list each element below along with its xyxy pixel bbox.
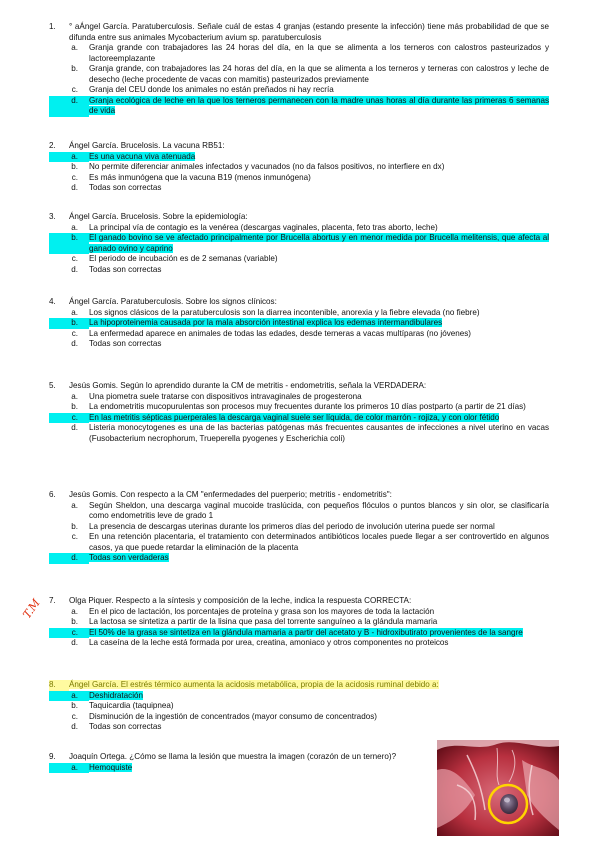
option-letter: a. [71,391,78,401]
question-number: 4. [49,297,56,306]
question-number: 3. [49,212,56,221]
option-letter: c. [71,172,78,182]
question-text: Ángel García. El estrés térmico aumenta la acidosis metabólica, propia de la acidosis ruminal debido a: [69,680,439,689]
option-b[interactable] [49,64,549,85]
option-a[interactable] [49,308,549,319]
option-text: Todas son correctas [89,722,162,731]
option-letter: a. [49,763,89,774]
question-number: 9. [49,752,56,761]
option-letter: c. [71,532,78,541]
option-letter: b. [71,617,78,626]
option-a-correct[interactable] [49,152,549,163]
question-4 [49,297,549,350]
question-9 [49,752,429,773]
option-letter: b. [71,64,78,73]
option-c[interactable] [49,254,549,265]
option-c[interactable] [49,712,549,723]
option-text: La hipoproteinemia causada por la mala absorción intestinal explica los edemas intermandibulares [89,318,443,327]
option-letter: b. [71,162,78,171]
option-text: No permite diferenciar animales infectados y vacunados (no da falsos positivos, no interfiere en dx) [89,162,445,171]
question-text: Olga Piquer. Respecto a la síntesis y composición de la leche, indica la respuesta CORRECTA: [69,596,412,605]
option-text: Granja grande, con trabajadores las 24 horas del día, en la que se alimenta a los terneros y terneras con calostros y leche de desecho (leche procedente de vacas con mamitis) pasteurizados previamente [89,64,549,84]
option-letter: d. [71,339,78,348]
option-text: Deshidratación [89,690,143,700]
option-text: La principal vía de contagio es la venérea (descargas vaginales, placenta, feto tras aborto, leche) [89,222,438,232]
option-letter: b. [71,402,78,411]
option-letter: d. [71,638,78,647]
option-letter: a. [49,691,89,702]
heart-photo-illustration [437,740,559,836]
option-c-correct[interactable] [49,628,549,639]
option-text: La endometritis mucopurulentas son procesos muy frecuentes durante los primeros 10 días postparto (a partir de 21 días) [89,402,526,411]
option-letter: c. [49,628,89,639]
option-text: Todas son correctas [89,339,162,348]
option-text: Según Sheldon, una descarga vaginal mucoide traslúcida, con pequeños flóculos o puntos blancos y sin olor, se clasificaría como endometritis leve de grado 1 [89,500,549,520]
option-letter: a. [71,222,78,232]
question-number: 6. [49,490,56,499]
question-text: Jesús Gomis. Con respecto a la CM "enfermedades del puerperio; metritis - endometritis": [69,490,392,499]
option-letter: c. [71,254,78,263]
question-6 [49,490,549,564]
option-letter: a. [71,43,78,52]
option-text: Listeria monocytogenes es una de las bacterias patógenas más frecuentes causantes de infecciones a nivel uterino en vacas (Fusobacterium necrophorum, Trueperella pyogenes y Escherichia coli) [89,423,549,443]
question-number: 8. [49,680,69,691]
option-letter: d. [71,722,78,731]
option-letter: a. [71,500,78,510]
option-a[interactable] [49,607,549,618]
option-text: Disminución de la ingestión de concentrados (mayor consumo de concentrados) [89,711,377,721]
option-text: La presencia de descargas uterinas durante los primeros días del periodo de involución uterina puede ser normal [89,521,495,531]
option-text: Hemoquiste [89,762,133,772]
option-text: El ganado bovino se ve afectado principalmente por Brucella abortus y en menor medida por Brucella melitensis, que afecta al ganado ovino y caprino [89,233,549,253]
option-letter: c. [49,413,89,424]
option-letter: d. [49,96,89,117]
option-c[interactable] [49,329,549,340]
option-text: Es una vacuna viva atenuada [89,151,196,161]
option-d[interactable] [49,638,549,649]
option-text: La enfermedad aparece en animales de todas las edades, desde terneras a vacas multíparas (no jóvenes) [89,328,471,338]
option-a-correct[interactable] [49,691,549,702]
option-text: En el pico de lactación, los porcentajes de proteína y grasa son los mayores de toda la lactación [89,606,435,616]
option-letter: b. [49,318,89,329]
question-text: ° aÁngel García. Paratuberculosis. Señale cuál de estas 4 granjas (estando presente la infección) tiene más probabilidad de que se difunda entre sus animales Mycobacterium avium sp. paratuberculosis [69,22,549,42]
option-letter: d. [71,183,78,192]
option-text: La caseína de la leche está formada por urea, creatina, amoniaco y otros componentes no proteicos [89,638,449,647]
option-letter: b. [49,233,89,254]
question-number: 5. [49,381,56,390]
option-text: Taquicardia (taquipnea) [89,701,174,710]
option-letter: c. [71,328,78,338]
question-number: 7. [49,596,56,605]
question-text: Ángel García. Brucelosis. La vacuna RB51: [69,141,225,150]
question-text: Joaquín Ortega. ¿Cómo se llama la lesión que muestra la imagen (corazón de un ternero)? [69,752,397,761]
question-7 [49,596,549,649]
option-letter: b. [71,701,78,710]
option-c-correct[interactable] [49,413,549,424]
option-letter: d. [71,264,78,274]
option-text: Todas son correctas [89,264,162,274]
option-letter: a. [71,307,78,317]
option-text: Todas son correctas [89,183,162,192]
option-text: En las metritis sépticas puerperales la descarga vaginal suele ser líquida, de color marrón - rojiza, y con olor fétido [89,412,500,422]
option-letter: a. [71,606,78,616]
option-c[interactable] [49,85,549,96]
option-d-correct[interactable] [49,553,549,564]
option-d-correct[interactable] [49,96,549,117]
question-text: Ángel García. Paratuberculosis. Sobre los signos clínicos: [69,297,277,306]
option-text: La lactosa se sintetiza a partir de la lisina que pasa del torrente sanguíneo a la glándula mamaria [89,617,438,626]
option-letter: c. [71,711,78,721]
option-d[interactable] [49,423,549,444]
option-text: Una piometra suele tratarse con dispositivos intravaginales de progesterona [89,391,362,401]
margin-note: T.M [20,596,43,621]
question-text: Ángel García. Brucelosis. Sobre la epidemiología: [69,212,248,221]
option-letter: d. [49,553,89,564]
option-a[interactable] [49,223,549,234]
option-letter: c. [71,85,78,94]
question-1 [49,22,549,117]
question-text: Jesús Gomis. Según lo aprendido durante la CM de metritis - endometritis, señala la VERDADERA: [69,381,427,390]
option-text: Granja del CEU donde los animales no están preñados ni hay recría [89,85,334,94]
option-b-correct[interactable] [49,233,549,254]
option-text: En una retención placentaria, el tratamiento con determinados antibióticos locales puede llegar a ser controvertido en algunos casos, ya que puede retardar la eliminación de la placenta [89,532,549,552]
option-text: El 50% de la grasa se sintetiza en la glándula mamaria a partir del acetato y B - hidroxibutirato provenientes de la sangre [89,627,523,637]
option-c[interactable] [49,532,549,553]
option-d[interactable] [49,339,549,350]
option-a[interactable] [49,501,549,522]
option-text: Todas son verdaderas [89,553,169,562]
option-d[interactable] [49,265,549,276]
option-b[interactable] [49,522,549,533]
option-d[interactable] [49,722,549,733]
option-b[interactable] [49,402,549,413]
option-text: Es más inmunógena que la vacuna B19 (menos inmunógena) [89,172,311,182]
option-letter: a. [49,152,89,163]
option-letter: d. [71,423,78,432]
option-c[interactable] [49,173,549,184]
option-b[interactable] [49,162,549,173]
option-a-correct[interactable] [49,763,429,774]
question-8 [49,680,549,733]
option-text: Granja grande con trabajadores las 24 horas del día, en la que se alimenta a los terneros con calostros pasteurizados y lactoreemplazante [89,43,549,63]
option-text: Granja ecológica de leche en la que los terneros permanecen con la madre unas horas al día durante las primeras 6 semanas de vida [89,95,549,115]
heart-lesion-photo [437,740,559,836]
question-number: 1. [49,22,56,31]
option-a[interactable] [49,392,549,403]
option-letter: b. [71,521,78,531]
option-text: El periodo de incubación es de 2 semanas (variable) [89,254,278,263]
option-d[interactable] [49,183,549,194]
option-b[interactable] [49,617,549,628]
option-a[interactable] [49,43,549,64]
question-3 [49,212,549,275]
question-number: 2. [49,141,56,150]
option-b-correct[interactable] [49,318,549,329]
option-text: Los signos clásicos de la paratuberculosis son la diarrea incontenible, anorexia y la fiebre elevada (no fiebre) [89,307,480,317]
question-5 [49,381,549,444]
question-2 [49,141,549,194]
option-b[interactable] [49,701,549,712]
